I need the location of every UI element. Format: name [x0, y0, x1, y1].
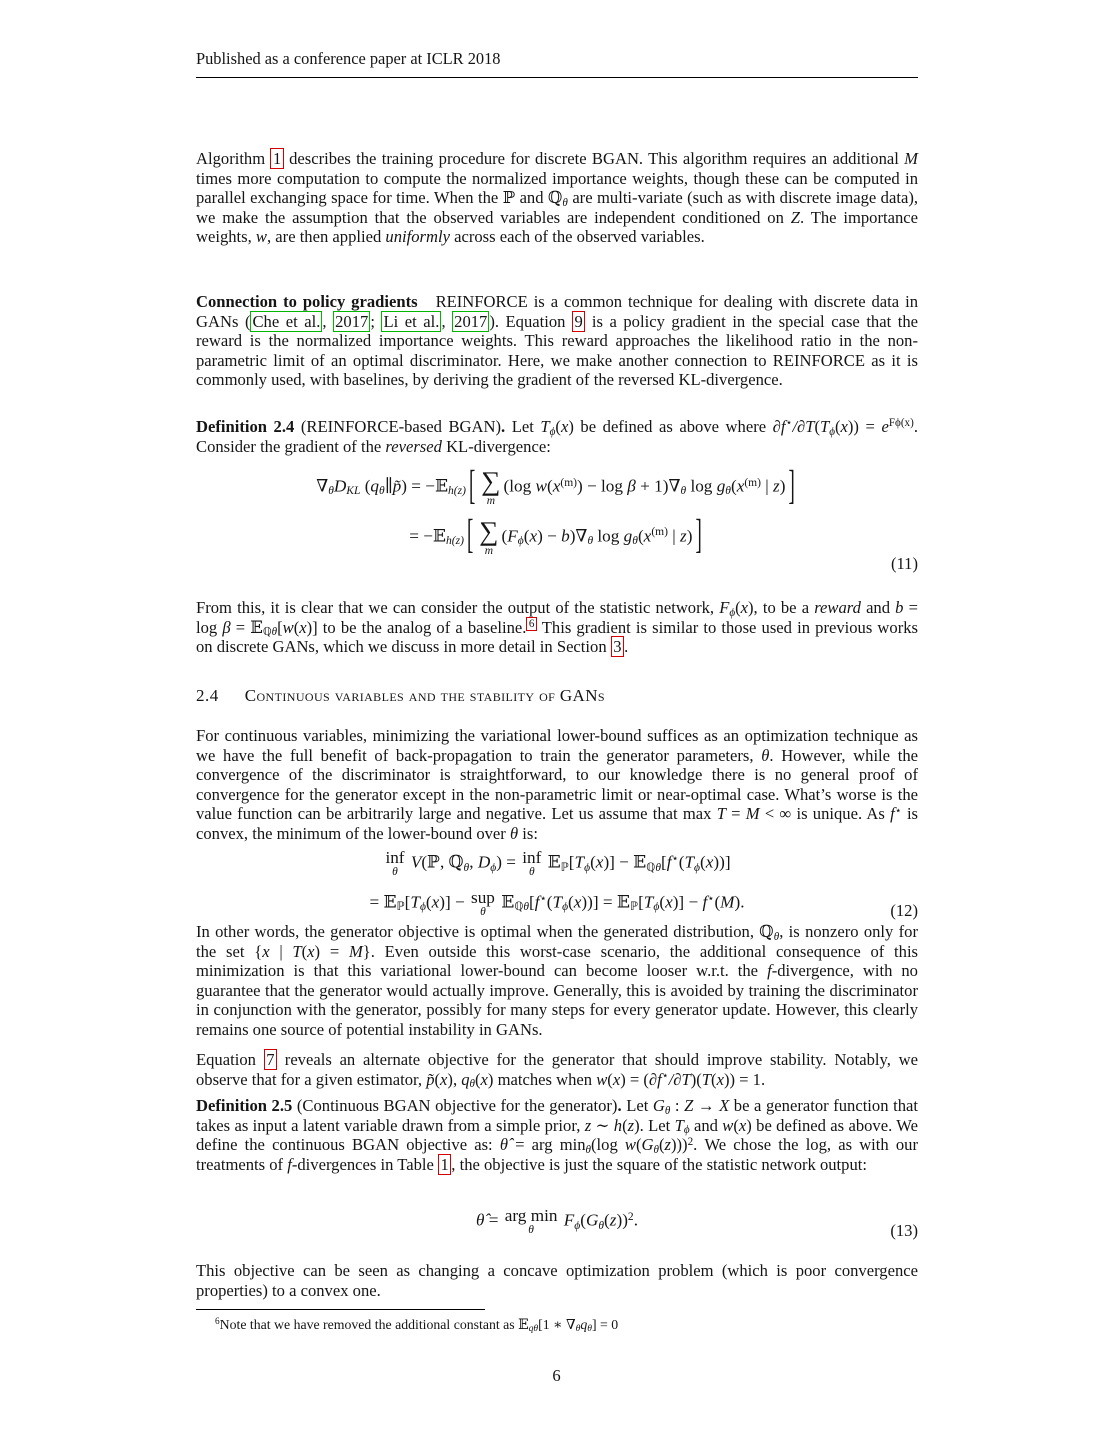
- equation-11: [196, 463, 918, 573]
- citation-link[interactable]: Che et al.: [252, 311, 321, 331]
- section-number: 2.4: [196, 686, 219, 705]
- definition-2-4: Definition 2.4 (REINFORCE-based BGAN). Let Tϕ(x) be defined as above where $\partial f^⋆/\partial T(T\phi(x)) = e^{F\phi(x)}$. Consider the gradient of the reversed KL-divergence:: [196, 417, 918, 456]
- internal-ref-link[interactable]: 3: [611, 636, 624, 657]
- equation-12-number: (12): [890, 901, 918, 920]
- citation-link[interactable]: 2017: [335, 311, 369, 331]
- internal-ref-link[interactable]: 9: [572, 311, 585, 332]
- running-header: [196, 49, 918, 78]
- equation-11-number: (11): [890, 554, 918, 573]
- running-header-text: Published as a conference paper at ICLR 2018: [196, 49, 501, 68]
- page-number: 6: [552, 1366, 561, 1385]
- equation-12-line-2: = 𝔼ℙ[Tϕ(x)] − sup θ 𝔼ℚθ[f⋆(Tϕ(x))] = 𝔼ℙ[Tϕ(x)] − f⋆(M).: [369, 887, 745, 918]
- internal-ref-link[interactable]: 1: [438, 1154, 451, 1175]
- math-operator-underscript: sup θ: [471, 887, 495, 918]
- equation-12-line-1: inf θ V(ℙ, ℚθ, Dϕ) = inf θ 𝔼ℙ[Tϕ(x)] − 𝔼ℚθ[f⋆(Tϕ(x))]: [385, 848, 731, 879]
- section-title: Continuous variables and the stability of GANs: [244, 686, 605, 705]
- paragraph-policy-gradients: Connection to policy gradients REINFORCE is a common technique for dealing with discrete data in GANs ( Che et al. , 2017 ; Li et al. , 2017 ). Equation 9 is a policy gradient in the special case that the reward is the normalized importance weights. This reward approaches the likelihood ratio in the non-parametric limit of an optimal discriminator. Here, we make another connection to REINFORCE as it is commonly used, with baselines, by deriving the gradient of the reversed KL-divergence.: [196, 292, 919, 390]
- footnote-rule: [196, 1309, 485, 1310]
- summation-symbol: ∑ m: [479, 515, 499, 557]
- equation-13: [196, 1206, 918, 1240]
- internal-ref-link[interactable]: 6: [526, 617, 537, 631]
- equation-13-line: θ̂ = arg min θ $F\phi(G\theta(z))^2$.: [476, 1206, 638, 1237]
- citation-link[interactable]: Li et al.: [383, 311, 440, 331]
- math-operator-underscript: inf θ: [385, 848, 405, 879]
- footnote-6: $^6$Note that we have removed the additional constant as 𝔼qθ[1 ∗ ∇θqθ] = 0: [215, 1316, 619, 1335]
- paragraph-algorithm: Algorithm 1 describes the training procedure for discrete BGAN. This algorithm requires an additional M times more computation to compute the normalized importance weights, though these can be computed in parallel exchanging space for time. When the ℙ and ℚθ are multi-variate (such as with discrete image data), we make the assumption that the observed variables are independent conditioned on Z. The importance weights, w, are then applied uniformly across each of the observed variables.: [196, 149, 918, 247]
- paragraph-in-other-words: In other words, the generator objective is optimal when the generated distribution, ℚθ, is nonzero only for the set {x | T(x) = M}. Even outside this worst-case scenario, the additional consequence of this minimization is that this variational lower-bound can become looser w.r.t. the f-divergence, with no guarantee that the generator would actually improve. Generally, this is avoided by training the discriminator in conjunction with the generator, possibly for many steps for every generator update. However, this clearly remains one source of potential instability in GANs.: [196, 922, 919, 1039]
- definition-2-5: Definition 2.5 (Continuous BGAN objective for the generator). Let Gθ : Z → X be a generator function that takes as input a latent variable drawn from a simple prior, z ∼ h(z). Let Tϕ and w(x) be defined as above. We define the continuous BGAN objective as: θ̂ = arg minθ(log w(Gθ(z)))$^2$. We chose the log, as with our treatments of f-divergences in Table 1 , the objective is just the square of the statistic network output:: [196, 1096, 918, 1174]
- paragraph-equation-7: Equation 7 reveals an alternate objective for the generator that should improve stability. Notably, we observe that for a given estimator, p̃(x), qθ(x) matches when w(x) = (∂f⋆/∂T)(T(x)) = 1.: [196, 1050, 918, 1091]
- equation-11-line-2: = −𝔼h(z) [ ∑ m (Fϕ(x) − b)∇θ $\log g\theta(x^{(m)}$ | z) ]: [409, 513, 702, 559]
- equation-13-number: (13): [890, 1221, 918, 1240]
- summation-symbol: ∑ m: [481, 466, 501, 507]
- section-heading-2-4: [196, 686, 918, 706]
- paragraph-continuous-variables: For continuous variables, minimizing the variational lower-bound suffices as an optimization technique as we have the full benefit of back-propagation to train the generator parameters, θ. However, while the convergence of the discriminator is straightforward, to our knowledge there is no general proof of convergence for the generator except in the non-parametric limit or near-optimal case. What’s worse is the value function can be arbitrarily large and negative. Let us assume that max T = M < ∞ is unique. As f⋆ is convex, the minimum of the lower-bound over θ is:: [196, 726, 919, 843]
- internal-ref-link[interactable]: 7: [264, 1049, 277, 1070]
- internal-ref-link[interactable]: 1: [270, 148, 283, 169]
- paragraph-from-this: From this, it is clear that we can consider the output of the statistic network, Fϕ(x), to be a reward and b = log β = 𝔼ℚθ[w(x)] to be the analog of a baseline. $^6$ This gradient is similar to those used in previous works on discrete GANs, which we discuss in more detail in Section 3 .: [196, 598, 918, 657]
- equation-12: [196, 849, 918, 918]
- math-operator-underscript: arg min θ: [504, 1206, 558, 1237]
- paragraph-objective: This objective can be seen as changing a concave optimization problem (which is poor convergence properties) to a convex one.: [196, 1261, 918, 1300]
- citation-link[interactable]: 2017: [454, 311, 488, 331]
- equation-11-line-1: ∇θDKL (qθ∥p̃) = −𝔼h(z) [ ∑ m (log $w(x^{(m)}) - \log \beta + 1)\nabla\theta$ $\log g\theta(x^{(m)}$ | z) ]: [316, 463, 795, 509]
- math-operator-underscript: inf θ: [522, 848, 542, 879]
